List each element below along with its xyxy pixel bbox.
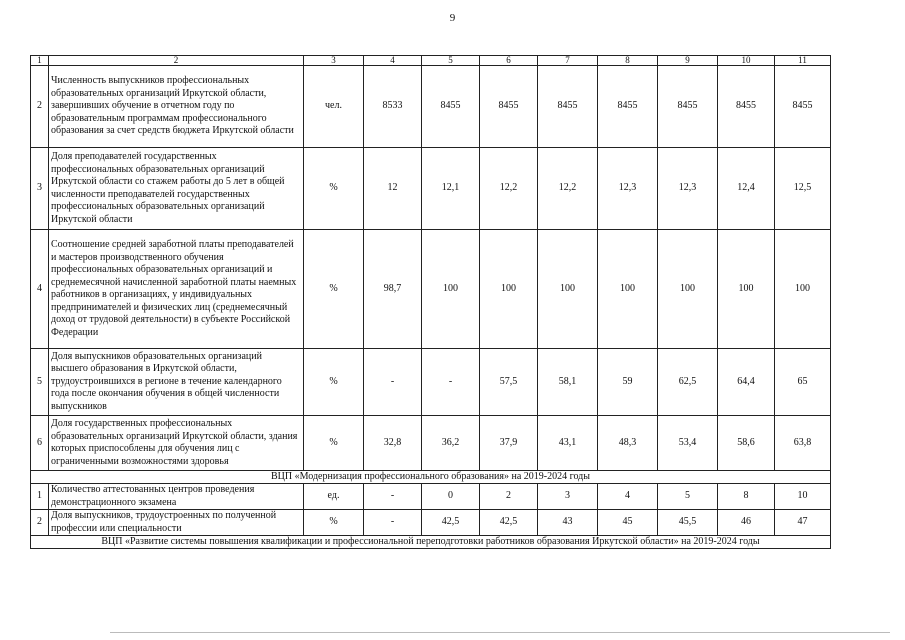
page-number: 9 bbox=[449, 12, 456, 24]
indicator-name: Доля выпускников образовательных организаций высшего образования в Иркутской области, трудоустроившихся в регионе в течение календарного года после окончания обучения в общей численности выпускников bbox=[49, 349, 304, 416]
row-number: 2 bbox=[31, 66, 49, 148]
value-cell: 43,1 bbox=[538, 416, 598, 471]
value-cell: 100 bbox=[538, 230, 598, 349]
unit: % bbox=[304, 510, 364, 536]
value-cell: 48,3 bbox=[598, 416, 658, 471]
unit: % bbox=[304, 230, 364, 349]
table-row bbox=[31, 66, 831, 148]
indicator-name: Доля государственных профессиональных образовательных организаций Иркутской области, здания которых приспособлены для обучения лиц с ограниченными возможностями здоровья bbox=[49, 416, 304, 471]
table-row bbox=[31, 349, 831, 416]
value-cell: 8455 bbox=[658, 66, 718, 148]
value-cell: 100 bbox=[658, 230, 718, 349]
value-cell: 12,1 bbox=[422, 148, 480, 230]
value-cell: 0 bbox=[422, 484, 480, 510]
value-cell: 8455 bbox=[422, 66, 480, 148]
unit: % bbox=[304, 148, 364, 230]
value-cell: 42,5 bbox=[480, 510, 538, 536]
value-cell: 10 bbox=[775, 484, 831, 510]
value-cell: 3 bbox=[538, 484, 598, 510]
table-row bbox=[31, 230, 831, 349]
row-number: 4 bbox=[31, 230, 49, 349]
value-cell: 12,3 bbox=[658, 148, 718, 230]
value-cell: 4 bbox=[598, 484, 658, 510]
value-cell: 58,1 bbox=[538, 349, 598, 416]
value-cell: 43 bbox=[538, 510, 598, 536]
value-cell: 32,8 bbox=[364, 416, 422, 471]
row-number: 2 bbox=[31, 510, 49, 536]
header-col-7: 7 bbox=[538, 56, 598, 66]
row-number: 3 bbox=[31, 148, 49, 230]
table-row bbox=[31, 148, 831, 230]
value-cell: 8455 bbox=[598, 66, 658, 148]
value-cell: 12,2 bbox=[538, 148, 598, 230]
value-cell: 100 bbox=[422, 230, 480, 349]
row-number: 1 bbox=[31, 484, 49, 510]
table-row bbox=[31, 416, 831, 471]
value-cell: - bbox=[364, 510, 422, 536]
indicator-name: Количество аттестованных центров проведения демонстрационного экзамена bbox=[49, 484, 304, 510]
value-cell: 12,3 bbox=[598, 148, 658, 230]
value-cell: 8455 bbox=[538, 66, 598, 148]
value-cell: 8455 bbox=[775, 66, 831, 148]
unit: % bbox=[304, 416, 364, 471]
value-cell: 53,4 bbox=[658, 416, 718, 471]
value-cell: 46 bbox=[718, 510, 775, 536]
header-col-4: 4 bbox=[364, 56, 422, 66]
value-cell: 8455 bbox=[480, 66, 538, 148]
header-col-9: 9 bbox=[658, 56, 718, 66]
header-row bbox=[31, 56, 831, 66]
header-col-5: 5 bbox=[422, 56, 480, 66]
value-cell: 12 bbox=[364, 148, 422, 230]
value-cell: 8 bbox=[718, 484, 775, 510]
section-row bbox=[31, 536, 831, 549]
table-row bbox=[31, 484, 831, 510]
header-col-1: 1 bbox=[31, 56, 49, 66]
value-cell: 12,2 bbox=[480, 148, 538, 230]
value-cell: 2 bbox=[480, 484, 538, 510]
page-bottom-rule bbox=[110, 632, 890, 633]
value-cell: 12,5 bbox=[775, 148, 831, 230]
value-cell: 57,5 bbox=[480, 349, 538, 416]
value-cell: 42,5 bbox=[422, 510, 480, 536]
value-cell: 100 bbox=[775, 230, 831, 349]
value-cell: - bbox=[364, 349, 422, 416]
header-col-11: 11 bbox=[775, 56, 831, 66]
section-title: ВЦП «Модернизация профессионального образования» на 2019-2024 годы bbox=[31, 471, 831, 484]
header-col-8: 8 bbox=[598, 56, 658, 66]
value-cell: 8455 bbox=[718, 66, 775, 148]
row-number: 6 bbox=[31, 416, 49, 471]
value-cell: 5 bbox=[658, 484, 718, 510]
unit: ед. bbox=[304, 484, 364, 510]
value-cell: 47 bbox=[775, 510, 831, 536]
value-cell: 100 bbox=[718, 230, 775, 349]
indicator-name: Доля преподавателей государственных профессиональных образовательных организаций Иркутской области со стажем работы до 5 лет в общей численности преподавателей государственных профессиональных образовательных организаций Иркутской области bbox=[49, 148, 304, 230]
header-col-10: 10 bbox=[718, 56, 775, 66]
value-cell: - bbox=[364, 484, 422, 510]
header-col-3: 3 bbox=[304, 56, 364, 66]
value-cell: 65 bbox=[775, 349, 831, 416]
value-cell: 36,2 bbox=[422, 416, 480, 471]
value-cell: 64,4 bbox=[718, 349, 775, 416]
indicator-name: Доля выпускников, трудоустроенных по полученной профессии или специальности bbox=[49, 510, 304, 536]
value-cell: - bbox=[422, 349, 480, 416]
value-cell: 45 bbox=[598, 510, 658, 536]
value-cell: 63,8 bbox=[775, 416, 831, 471]
value-cell: 37,9 bbox=[480, 416, 538, 471]
value-cell: 98,7 bbox=[364, 230, 422, 349]
section-title: ВЦП «Развитие системы повышения квалификации и профессиональной переподготовки работников образования Иркутской области» на 2019-2024 годы bbox=[31, 536, 831, 549]
indicator-name: Численность выпускников профессиональных образовательных организаций Иркутской области, завершивших обучение в отчетном году по образовательным программам профессионального образования за счет средств бюджета Иркутской области bbox=[49, 66, 304, 148]
indicator-name: Соотношение средней заработной платы преподавателей и мастеров производственного обучения профессиональных образовательных организаций и среднемесячной начисленной заработной платы наемных работников в организациях, у индивидуальных предпринимателей и физических лиц (среднемесячный доход от трудовой деятельности) в субъекте Российской Федерации bbox=[49, 230, 304, 349]
header-col-6: 6 bbox=[480, 56, 538, 66]
section-row bbox=[31, 471, 831, 484]
value-cell: 100 bbox=[598, 230, 658, 349]
unit: чел. bbox=[304, 66, 364, 148]
value-cell: 59 bbox=[598, 349, 658, 416]
value-cell: 58,6 bbox=[718, 416, 775, 471]
value-cell: 62,5 bbox=[658, 349, 718, 416]
table-row bbox=[31, 510, 831, 536]
value-cell: 100 bbox=[480, 230, 538, 349]
unit: % bbox=[304, 349, 364, 416]
value-cell: 45,5 bbox=[658, 510, 718, 536]
indicators-table bbox=[30, 55, 831, 549]
header-col-2: 2 bbox=[49, 56, 304, 66]
value-cell: 8533 bbox=[364, 66, 422, 148]
row-number: 5 bbox=[31, 349, 49, 416]
value-cell: 12,4 bbox=[718, 148, 775, 230]
